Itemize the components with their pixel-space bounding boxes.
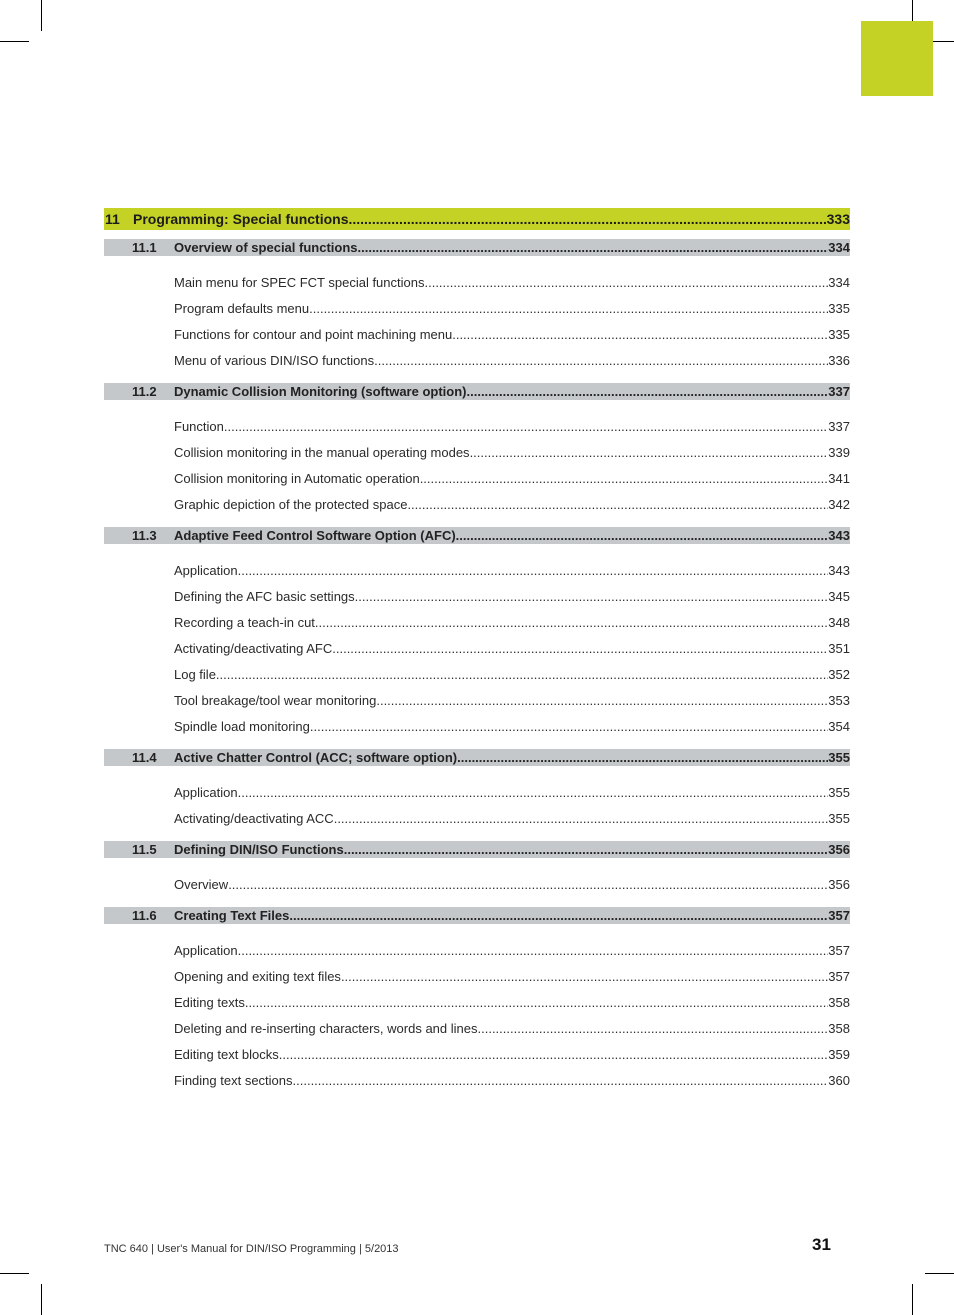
section-heading[interactable] <box>104 841 850 858</box>
entry-title[interactable]: Collision monitoring in the manual operating modes <box>174 444 470 460</box>
entry-page[interactable]: 358 <box>828 994 850 1010</box>
entry-page[interactable]: 359 <box>828 1046 850 1062</box>
toc-entry[interactable] <box>174 1067 850 1093</box>
section-number: 11.2 <box>132 384 157 399</box>
entry-page[interactable]: 353 <box>828 692 850 708</box>
section-title[interactable]: Dynamic Collision Monitoring (software option) <box>174 384 467 399</box>
dot-leader <box>279 1047 829 1062</box>
entry-title[interactable]: Overview <box>174 876 229 892</box>
toc-entry[interactable] <box>174 687 850 713</box>
toc-entry[interactable] <box>174 491 850 517</box>
dot-leader <box>424 275 828 290</box>
entry-title[interactable]: Activating/deactivating ACC <box>174 810 334 826</box>
entry-page[interactable]: 343 <box>828 562 850 578</box>
dot-leader <box>348 211 826 227</box>
entry-title[interactable]: Editing texts <box>174 994 245 1010</box>
section-entries <box>104 766 850 841</box>
chapter-leader <box>133 211 850 227</box>
toc-entry[interactable] <box>174 989 850 1015</box>
section-page[interactable]: 334 <box>828 240 850 255</box>
table-of-contents <box>104 208 850 1103</box>
section-entries <box>104 858 850 907</box>
section-title[interactable]: Adaptive Feed Control Software Option (AFC) <box>174 528 456 543</box>
toc-entry[interactable] <box>174 1015 850 1041</box>
toc-entry[interactable] <box>174 439 850 465</box>
toc-entry[interactable] <box>174 583 850 609</box>
dot-leader <box>238 785 829 800</box>
entry-title[interactable]: Menu of various DIN/ISO functions <box>174 352 375 368</box>
entry-title[interactable]: Application <box>174 942 238 958</box>
entry-title[interactable]: Opening and exiting text files <box>174 968 341 984</box>
toc-entry[interactable] <box>174 295 850 321</box>
dot-leader <box>457 750 828 765</box>
crop-mark <box>925 1273 954 1274</box>
section-number: 11.1 <box>132 240 157 255</box>
dot-leader <box>216 667 828 682</box>
entry-leader <box>174 943 850 958</box>
entry-title[interactable]: Recording a teach-in cut <box>174 614 315 630</box>
entry-title[interactable]: Spindle load monitoring <box>174 718 310 734</box>
entry-page[interactable]: 354 <box>828 718 850 734</box>
dot-leader <box>344 842 829 857</box>
entry-leader <box>174 445 850 460</box>
section-leader <box>174 384 850 399</box>
entry-page[interactable]: 341 <box>828 470 850 486</box>
entry-title[interactable]: Tool breakage/tool wear monitoring <box>174 692 377 708</box>
entry-title[interactable]: Defining the AFC basic settings <box>174 588 355 604</box>
section-leader <box>174 908 850 923</box>
toc-entry[interactable] <box>174 321 850 347</box>
entry-page[interactable]: 355 <box>828 784 850 800</box>
section-number: 11.3 <box>132 528 157 543</box>
toc-entry[interactable] <box>174 269 850 295</box>
section-heading[interactable] <box>104 527 850 544</box>
dot-leader <box>238 563 829 578</box>
entry-leader <box>174 641 850 656</box>
entry-page[interactable]: 337 <box>828 418 850 434</box>
entry-leader <box>174 563 850 578</box>
section-title[interactable]: Overview of special functions <box>174 240 358 255</box>
entry-page[interactable]: 352 <box>828 666 850 682</box>
section-heading[interactable] <box>104 383 850 400</box>
crop-mark <box>41 0 42 31</box>
entry-leader <box>174 615 850 630</box>
entry-title[interactable]: Main menu for SPEC FCT special functions <box>174 274 425 290</box>
entry-page[interactable]: 355 <box>828 810 850 826</box>
entry-leader <box>174 667 850 682</box>
entry-page[interactable]: 335 <box>828 300 850 316</box>
entry-leader <box>174 353 850 368</box>
entry-leader <box>174 301 850 316</box>
entry-title[interactable]: Deleting and re-inserting characters, words and lines <box>174 1020 478 1036</box>
section-number: 11.6 <box>132 908 157 923</box>
section-heading[interactable] <box>104 239 850 256</box>
entry-page[interactable]: 357 <box>828 968 850 984</box>
chapter-number: 11 <box>105 211 120 227</box>
entry-title[interactable]: Functions for contour and point machining menu <box>174 326 453 342</box>
entry-title[interactable]: Application <box>174 784 238 800</box>
section-entries <box>104 400 850 527</box>
page-number: 31 <box>812 1235 831 1254</box>
dot-leader <box>452 327 828 342</box>
dot-leader <box>310 719 828 734</box>
crop-mark <box>41 1284 42 1315</box>
section-page[interactable]: 356 <box>828 842 850 857</box>
section-entries <box>104 924 850 1103</box>
toc-entry[interactable] <box>174 963 850 989</box>
footer-text: TNC 640 | User's Manual for DIN/ISO Programming | 5/2013 <box>104 1243 399 1255</box>
toc-entry[interactable] <box>174 413 850 439</box>
dot-leader <box>289 908 828 923</box>
dot-leader <box>420 471 829 486</box>
entry-leader <box>174 1073 850 1088</box>
entry-page[interactable]: 348 <box>828 614 850 630</box>
dot-leader <box>456 528 829 543</box>
chapter-title[interactable]: Programming: Special functions <box>133 211 349 227</box>
entry-page[interactable]: 360 <box>828 1072 850 1088</box>
toc-entry[interactable] <box>174 347 850 373</box>
dot-leader <box>355 589 829 604</box>
dot-leader <box>332 641 828 656</box>
entry-page[interactable]: 342 <box>828 496 850 512</box>
dot-leader <box>224 419 828 434</box>
entry-page[interactable]: 336 <box>828 352 850 368</box>
section-title[interactable]: Creating Text Files <box>174 908 290 923</box>
entry-leader <box>174 785 850 800</box>
entry-title[interactable]: Graphic depiction of the protected space <box>174 496 408 512</box>
entry-title[interactable]: Activating/deactivating AFC <box>174 640 333 656</box>
toc-entry[interactable] <box>174 937 850 963</box>
dot-leader <box>334 811 829 826</box>
entry-leader <box>174 327 850 342</box>
entry-title[interactable]: Collision monitoring in Automatic operation <box>174 470 420 486</box>
entry-page[interactable]: 357 <box>828 942 850 958</box>
section-page[interactable]: 357 <box>828 908 850 923</box>
section-heading[interactable] <box>104 907 850 924</box>
section-leader <box>174 528 850 543</box>
entry-leader <box>174 497 850 512</box>
toc-entry[interactable] <box>174 557 850 583</box>
entry-leader <box>174 693 850 708</box>
dot-leader <box>376 693 828 708</box>
toc-entry[interactable] <box>174 779 850 805</box>
entry-leader <box>174 811 850 826</box>
entry-leader <box>174 419 850 434</box>
entry-page[interactable]: 358 <box>828 1020 850 1036</box>
crop-mark <box>0 41 29 42</box>
dot-leader <box>245 995 828 1010</box>
entry-title[interactable]: Application <box>174 562 238 578</box>
entry-title[interactable]: Function <box>174 418 224 434</box>
section-page[interactable]: 343 <box>828 528 850 543</box>
entry-page[interactable]: 339 <box>828 444 850 460</box>
section-page[interactable]: 337 <box>828 384 850 399</box>
dot-leader <box>341 969 828 984</box>
toc-entry[interactable] <box>174 1041 850 1067</box>
entry-page[interactable]: 335 <box>828 326 850 342</box>
crop-mark <box>0 1273 29 1274</box>
toc-entry[interactable] <box>174 635 850 661</box>
entry-leader <box>174 1021 850 1036</box>
dot-leader <box>374 353 828 368</box>
section-entries <box>104 256 850 383</box>
entry-title[interactable]: Editing text blocks <box>174 1046 279 1062</box>
section-title[interactable]: Defining DIN/ISO Functions <box>174 842 344 857</box>
section-leader <box>174 842 850 857</box>
entry-page[interactable]: 351 <box>828 640 850 656</box>
section-entries <box>104 544 850 749</box>
section-number: 11.5 <box>132 842 157 857</box>
dot-leader <box>478 1021 829 1036</box>
entry-leader <box>174 1047 850 1062</box>
entry-page[interactable]: 356 <box>828 876 850 892</box>
crop-mark <box>912 1284 913 1315</box>
toc-entry[interactable] <box>174 805 850 831</box>
entry-page[interactable]: 334 <box>828 274 850 290</box>
entry-leader <box>174 471 850 486</box>
entry-leader <box>174 589 850 604</box>
entry-leader <box>174 719 850 734</box>
toc-entry[interactable] <box>174 713 850 739</box>
section-heading[interactable] <box>104 749 850 766</box>
dot-leader <box>315 615 828 630</box>
chapter-tab-marker <box>861 21 933 96</box>
dot-leader <box>293 1073 829 1088</box>
chapter-page[interactable]: 333 <box>826 211 850 227</box>
entry-title[interactable]: Finding text sections <box>174 1072 293 1088</box>
section-title[interactable]: Active Chatter Control (ACC; software option) <box>174 750 458 765</box>
entry-page[interactable]: 345 <box>828 588 850 604</box>
section-number: 11.4 <box>132 750 157 765</box>
entry-title[interactable]: Program defaults menu <box>174 300 310 316</box>
dot-leader <box>470 445 829 460</box>
dot-leader <box>309 301 828 316</box>
section-page[interactable]: 355 <box>828 750 850 765</box>
toc-entry[interactable] <box>174 609 850 635</box>
dot-leader <box>238 943 829 958</box>
chapter-heading[interactable] <box>104 208 850 230</box>
section-leader <box>174 750 850 765</box>
dot-leader <box>358 240 829 255</box>
entry-leader <box>174 877 850 892</box>
entry-leader <box>174 995 850 1010</box>
section-leader <box>174 240 850 255</box>
entry-title[interactable]: Log file <box>174 666 216 682</box>
dot-leader <box>467 384 829 399</box>
entry-leader <box>174 275 850 290</box>
dot-leader <box>407 497 828 512</box>
toc-entry[interactable] <box>174 661 850 687</box>
dot-leader <box>228 877 828 892</box>
toc-entry[interactable] <box>174 871 850 897</box>
entry-leader <box>174 969 850 984</box>
toc-entry[interactable] <box>174 465 850 491</box>
